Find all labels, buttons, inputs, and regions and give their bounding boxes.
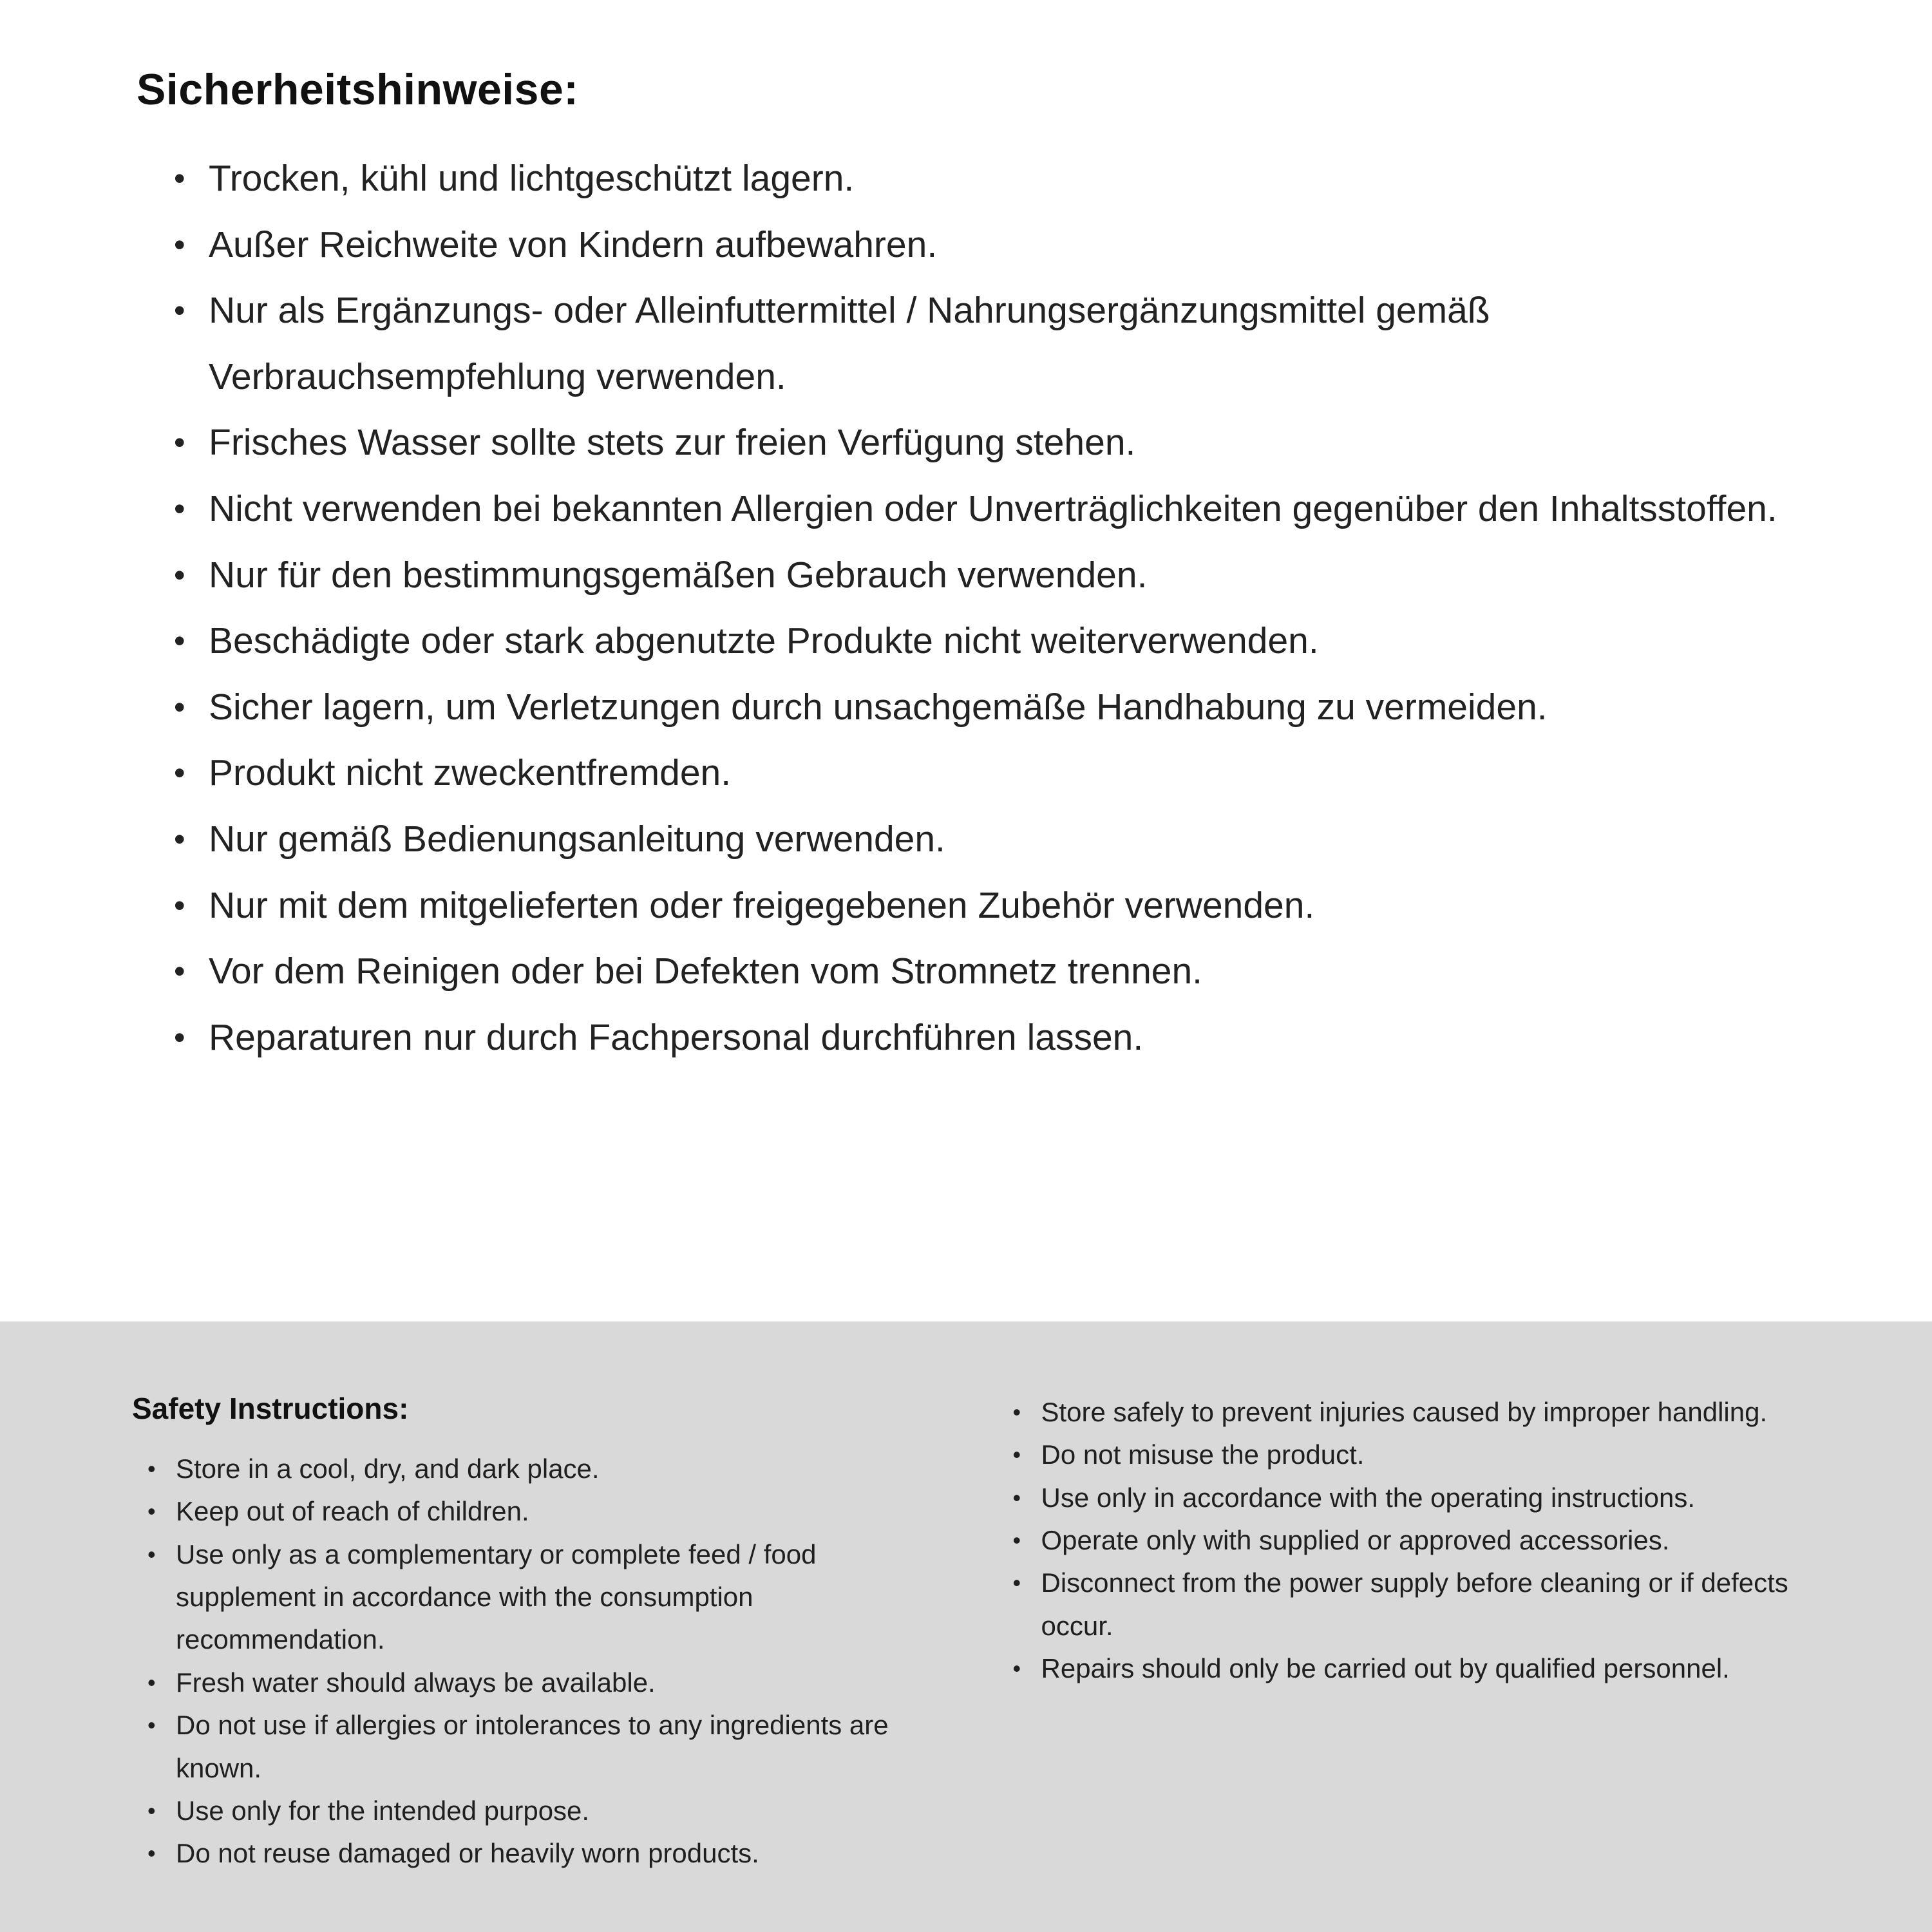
list-item: • Use only in accordance with the operating instructions. [1013,1477,1836,1519]
list-item: • Use only for the intended purpose. [147,1790,955,1832]
english-safety-list-left [147,1448,955,1875]
list-item: • Vor dem Reinigen oder bei Defekten vom Stromnetz trennen. [170,938,1797,1005]
list-item: • Außer Reichweite von Kindern aufbewahren. [170,212,1797,278]
english-left-column [132,1391,955,1932]
list-item: • Do not reuse damaged or heavily worn products. [147,1832,955,1875]
english-right-column [1013,1391,1836,1932]
list-item: • Operate only with supplied or approved accessories. [1013,1519,1836,1562]
english-safety-list-right [1013,1391,1836,1690]
list-item: • Trocken, kühl und lichtgeschützt lagern. [170,146,1797,212]
list-item: • Frisches Wasser sollte stets zur freien Verfügung stehen. [170,410,1797,476]
list-item: • Store safely to prevent injuries caused by improper handling. [1013,1391,1836,1434]
list-item: • Nur für den bestimmungsgemäßen Gebrauch verwenden. [170,542,1797,609]
list-item: • Do not use if allergies or intolerances to any ingredients are known. [147,1704,955,1790]
list-item: • Nur als Ergänzungs- oder Alleinfuttermittel / Nahrungsergänzungsmittel gemäß Verbrauchsempfehlung verwenden. [170,278,1797,410]
list-item: • Produkt nicht zweckentfremden. [170,740,1797,806]
english-safety-section [0,1321,1932,1932]
list-item: • Keep out of reach of children. [147,1490,955,1533]
list-item: • Use only as a complementary or complete feed / food supplement in accordance with the consumption recommendation. [147,1533,955,1662]
list-item: • Disconnect from the power supply before cleaning or if defects occur. [1013,1562,1836,1647]
list-item: • Fresh water should always be available. [147,1662,955,1704]
list-item: • Repairs should only be carried out by qualified personnel. [1013,1647,1836,1690]
german-safety-list [170,146,1797,1070]
list-item: • Nicht verwenden bei bekannten Allergien oder Unverträglichkeiten gegenüber den Inhaltsstoffen. [170,476,1797,542]
list-item: • Nur mit dem mitgelieferten oder freigegebenen Zubehör verwenden. [170,873,1797,939]
list-item: • Do not misuse the product. [1013,1434,1836,1476]
list-item: • Beschädigte oder stark abgenutzte Produkte nicht weiterverwenden. [170,608,1797,674]
list-item: • Nur gemäß Bedienungsanleitung verwenden. [170,806,1797,873]
list-item: • Sicher lagern, um Verletzungen durch unsachgemäße Handhabung zu vermeiden. [170,674,1797,741]
list-item: • Store in a cool, dry, and dark place. [147,1448,955,1490]
german-section-title: Sicherheitshinweise: [137,65,579,114]
english-section-title: Safety Instructions: [132,1392,409,1425]
list-item: • Reparaturen nur durch Fachpersonal durchführen lassen. [170,1005,1797,1071]
